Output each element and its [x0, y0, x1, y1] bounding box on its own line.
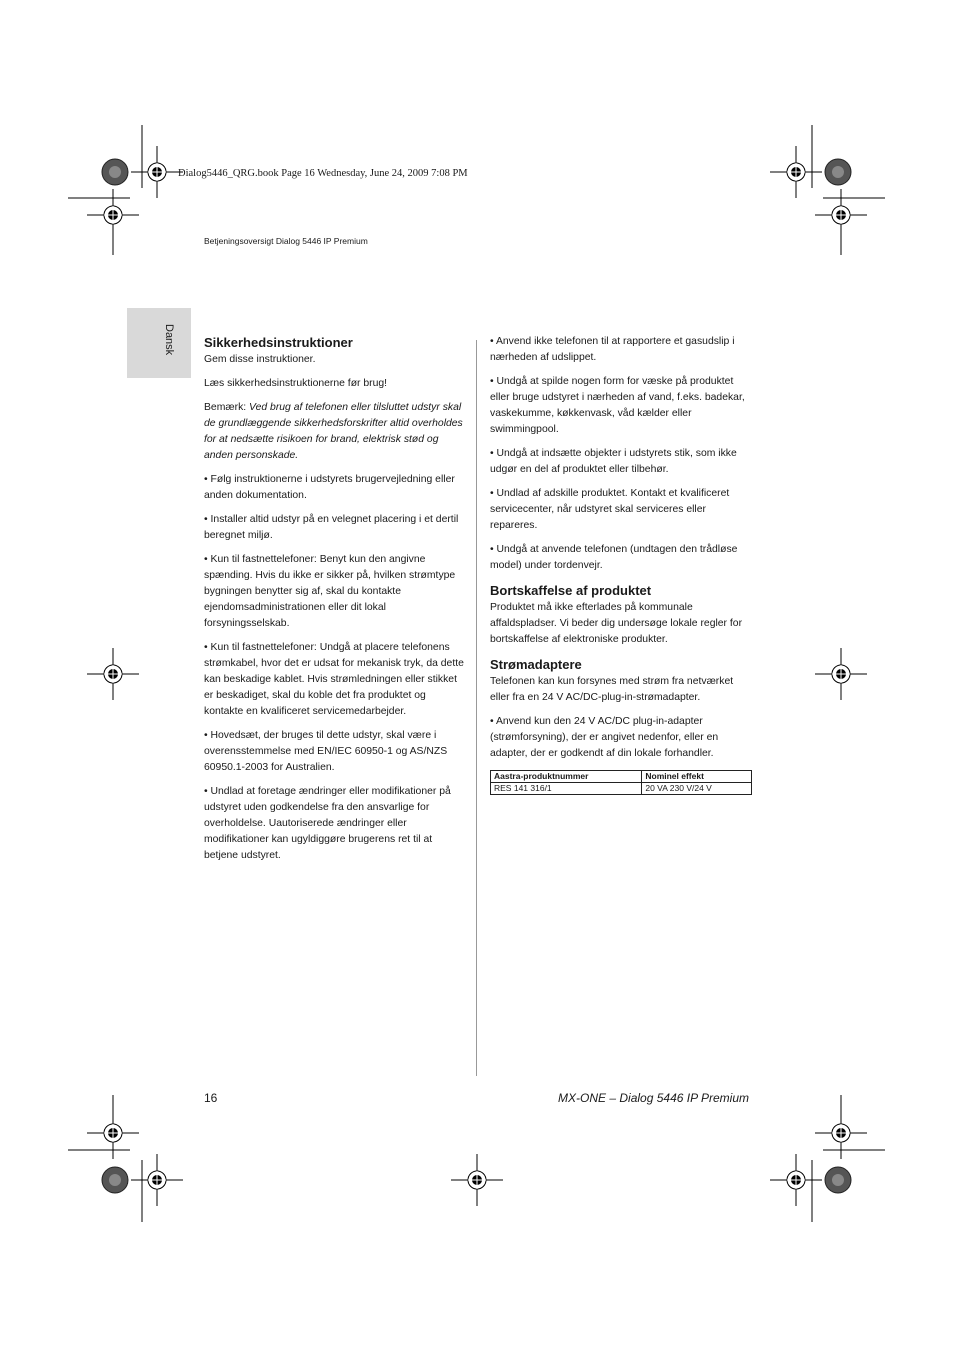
intro-text-1: Gem disse instruktioner.	[204, 354, 316, 365]
table-cell: 20 VA 230 V/24 V	[642, 783, 752, 795]
note-block	[204, 400, 466, 464]
table-header-cell: Nominel effekt	[642, 771, 752, 783]
running-header: Betjeningsoversigt Dialog 5446 IP Premium	[204, 236, 368, 246]
list-item: • Undlad at foretage ændringer eller modifikationer på udstyret uden godkendelse fra den ansvarlige for overholdelse. Uautoriserede ændringer eller modifikationer kan ugyldiggøre brugerens ret til at betjene udstyret.	[204, 786, 451, 861]
power-adapter-text: Telefonen kan kun forsynes med strøm fra netværket eller fra en 24 V AC/DC-plug-in-strømadapter.	[490, 676, 734, 703]
intro-text-2: Læs sikkerhedsinstruktionerne før brug!	[204, 378, 388, 389]
power-adapter-heading: Strømadaptere	[490, 657, 582, 672]
table-header-row	[491, 771, 752, 783]
footer-title: MX-ONE – Dialog 5446 IP Premium	[558, 1091, 749, 1105]
printer-slug-line: Dialog5446_QRG.book Page 16 Wednesday, June 24, 2009 7:08 PM	[178, 168, 468, 179]
left-column	[204, 334, 466, 872]
page-number: 16	[204, 1091, 218, 1105]
list-item: • Undgå at anvende telefonen (undtagen den trådløse model) under tordenvejr.	[490, 544, 738, 571]
note-label: Bemærk:	[204, 402, 247, 413]
disposal-heading: Bortskaffelse af produktet	[490, 583, 652, 598]
column-divider	[476, 340, 477, 1076]
list-item: • Undgå at spilde nogen form for væske på produktet eller bruge udstyret i nærheden af vand, f.eks. badekar, vaskekumme, køkkenvask, våd kælder eller swimmingpool.	[490, 376, 745, 435]
list-item: • Følg instruktionerne i udstyrets brugervejledning eller anden dokumentation.	[204, 474, 455, 501]
table-row	[491, 783, 752, 795]
table-header-cell: Aastra-produktnummer	[491, 771, 642, 783]
language-tab-label: Dansk	[163, 324, 175, 356]
list-item: • Kun til fastnettelefoner: Undgå at placere telefonens strømkabel, hvor det er udsat for mekanisk tryk, da dette kan beskadige kablet. Hvis strømledningen eller stikket er beskadiget, skal du koble det fra produktet og kontakte en kvalificeret servicemedarbejder.	[204, 642, 464, 717]
list-item: • Hovedsæt, der bruges til dette udstyr, skal være i overensstemmelse med EN/IEC 60950-1 og AS/NZS 60950.1-2003 for Australien.	[204, 730, 448, 773]
language-tab	[127, 308, 191, 378]
list-item: • Undgå at indsætte objekter i udstyrets stik, som ikke udgør en del af produktet eller tilbehør.	[490, 448, 737, 475]
table-cell: RES 141 316/1	[491, 783, 642, 795]
list-item: • Kun til fastnettelefoner: Benyt kun den angivne spænding. Hvis du ikke er sikker på, hvilken strømtype bygningen benytter sig af, skal du kontakte ejendomsadministrationen eller dit lokal forsyningsselskab.	[204, 554, 456, 629]
list-item: • Undlad af adskille produktet. Kontakt et kvalificeret servicecenter, når udstyret skal serviceres eller repareres.	[490, 488, 730, 531]
power-adapter-bullet: • Anvend kun den 24 V AC/DC plug-in-adapter (strømforsyning), der er angivet nedenfor, eller en adapter, der er godkendt af din lokale forhandler.	[490, 716, 719, 759]
list-item: • Installer altid udstyr på en velegnet placering i et dertil beregnet miljø.	[204, 514, 459, 541]
list-item: • Anvend ikke telefonen til at rapportere et gasudslip i nærheden af udslippet.	[490, 336, 735, 363]
right-column	[490, 334, 752, 795]
safety-heading: Sikkerhedsinstruktioner	[204, 335, 353, 350]
disposal-text: Produktet må ikke efterlades på kommunale affaldspladser. Vi beder dig undersøge lokale regler for bortskaffelse af elektroniske produkter.	[490, 602, 743, 645]
adapter-spec-table	[490, 770, 752, 795]
note-text: Ved brug af telefonen eller tilsluttet udstyr skal de grundlæggende sikkerhedsforskrifter altid overholdes for at nedsætte risikoen for brand, elektrisk stød og anden personskade.	[204, 402, 463, 461]
